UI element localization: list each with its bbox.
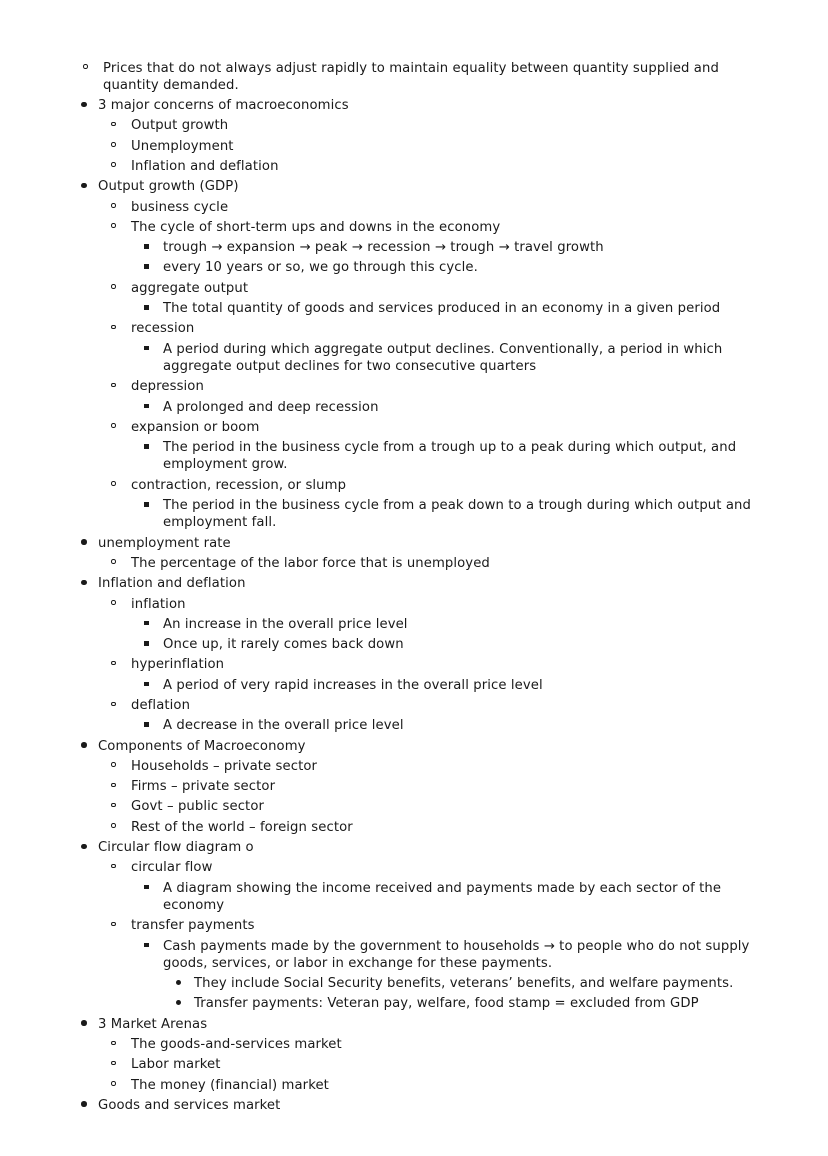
outline-item <box>131 614 768 634</box>
outline-bullet-row <box>98 1014 768 1034</box>
outline-bullet-row <box>163 936 768 974</box>
outline-item-text: The period in the business cycle from a peak down to a trough during which output and employment fall. <box>163 498 751 531</box>
outline-sublist <box>131 299 768 319</box>
outline-item <box>98 475 768 533</box>
outline-item-text: Unemployment <box>131 138 234 154</box>
outline-bullet-row <box>131 417 768 437</box>
outline-bullet-row <box>131 1075 768 1095</box>
outline-item <box>131 936 768 1014</box>
outline-bullet-row <box>131 116 768 136</box>
outline-bullet-row <box>163 635 768 655</box>
outline-item-text: Components of Macroeconomy <box>98 738 306 754</box>
outline-item <box>98 553 768 573</box>
outline-item-text: 3 major concerns of macroeconomics <box>98 98 349 114</box>
outline-item <box>70 177 768 533</box>
outline-item-text: An increase in the overall price level <box>163 616 408 632</box>
outline-bullet-row <box>131 655 768 675</box>
outline-sublist <box>98 1035 768 1096</box>
outline-sublist <box>131 438 768 476</box>
outline-item-text: A decrease in the overall price level <box>163 718 404 734</box>
outline-item-text: A period during which aggregate output declines. Conventionally, a period in which aggregate output declines for two consecutive quarters <box>163 341 723 374</box>
outline-item-text: recession <box>131 321 195 337</box>
outline-item-text: depression <box>131 379 204 395</box>
outline-sublist <box>98 756 768 837</box>
outline-item-text: Prices that do not always adjust rapidly to maintain equality between quantity supplied and quantity demanded. <box>103 60 719 93</box>
outline-item <box>131 339 768 377</box>
outline-item-text: The period in the business cycle from a trough up to a peak during which output, and employment grow. <box>163 440 737 473</box>
outline-item <box>98 655 768 696</box>
outline-item <box>131 299 768 319</box>
outline-bullet-row <box>131 136 768 156</box>
outline-bullet-row <box>131 756 768 776</box>
outline-item <box>98 916 768 1014</box>
outline-bullet-row <box>163 878 768 916</box>
outline-item <box>70 533 768 574</box>
outline-sublist <box>131 238 768 279</box>
outline-item-text: expansion or boom <box>131 419 260 435</box>
outline-item <box>70 1095 768 1115</box>
outline-item <box>98 377 768 418</box>
outline-item <box>131 716 768 736</box>
outline-sublist <box>70 58 768 96</box>
outline-item <box>98 797 768 817</box>
outline-item-text: They include Social Security benefits, veterans’ benefits, and welfare payments. <box>194 976 734 992</box>
outline-bullet-row <box>98 838 768 858</box>
outline-item <box>131 635 768 655</box>
outline-item-text: business cycle <box>131 199 229 215</box>
outline-sublist <box>98 197 768 533</box>
outline-item-text: Once up, it rarely comes back down <box>163 637 404 653</box>
outline-item-text: The total quantity of goods and services produced in an economy in a given period <box>163 301 721 317</box>
outline-item <box>98 217 768 278</box>
outline-sublist <box>131 339 768 377</box>
outline-item <box>98 278 768 319</box>
outline-sublist <box>131 496 768 534</box>
outline-item <box>98 756 768 776</box>
outline-bullet-row <box>131 594 768 614</box>
outline-item-text: Cash payments made by the government to households → to people who do not supply goods, services, or labor in exchange for these payments. <box>163 938 750 971</box>
outline-item-text: Rest of the world – foreign sector <box>131 819 353 835</box>
outline-sublist <box>131 675 768 695</box>
outline-item-text: The goods-and-services market <box>131 1037 342 1053</box>
outline-item <box>131 258 768 278</box>
outline-item <box>70 736 768 837</box>
outline-item-text: Circular flow diagram o <box>98 840 254 856</box>
outline-bullet-row <box>163 299 768 319</box>
outline-item <box>98 1055 768 1075</box>
outline-item <box>70 838 768 1015</box>
outline-bullet-row <box>131 475 768 495</box>
outline-item <box>98 136 768 156</box>
outline-bullet-row <box>103 58 768 96</box>
outline-bullet-row <box>163 238 768 258</box>
outline-bullet-row <box>98 574 768 594</box>
outline-item <box>98 1035 768 1055</box>
outline-bullet-row <box>163 496 768 534</box>
outline-item <box>131 438 768 476</box>
outline-item <box>98 417 768 475</box>
outline-item <box>70 58 768 96</box>
outline-item-text: Inflation and deflation <box>98 576 246 592</box>
outline-bullet-row <box>98 177 768 197</box>
outline-item <box>98 858 768 916</box>
outline-bullet-row <box>163 614 768 634</box>
outline-bullet-row <box>131 916 768 936</box>
outline-sublist <box>131 936 768 1014</box>
outline-bullet-row <box>131 197 768 217</box>
outline-item <box>98 1075 768 1095</box>
outline-item-text: Output growth (GDP) <box>98 179 239 195</box>
outline-bullet-row <box>131 797 768 817</box>
outline-bullet-row <box>131 858 768 878</box>
outline-bullet-row <box>131 817 768 837</box>
outline-item <box>98 116 768 136</box>
outline-item-text: aggregate output <box>131 280 249 296</box>
outline-bullet-row <box>163 258 768 278</box>
outline-item-text: trough → expansion → peak → recession → trough → travel growth <box>163 240 604 256</box>
outline-item-text: Goods and services market <box>98 1097 281 1113</box>
outline-item-text: inflation <box>131 596 186 612</box>
outline-sublist <box>131 397 768 417</box>
outline-item <box>131 675 768 695</box>
outline-item <box>98 817 768 837</box>
outline-item-text: transfer payments <box>131 918 255 934</box>
outline-item-text: Govt – public sector <box>131 799 265 815</box>
outline-item <box>131 496 768 534</box>
outline-item-text: deflation <box>131 698 191 713</box>
outline-item-text: The money (financial) market <box>131 1077 329 1093</box>
outline-bullet-row <box>131 319 768 339</box>
outline-sublist <box>131 878 768 916</box>
outline-sublist <box>131 614 768 655</box>
outline-item <box>70 96 768 177</box>
outline-bullet-row <box>98 736 768 756</box>
outline-item-text: contraction, recession, or slump <box>131 477 347 493</box>
outline-bullet-row <box>131 553 768 573</box>
outline-bullet-row <box>98 1095 768 1115</box>
outline-item-text: Labor market <box>131 1057 221 1073</box>
outline-item <box>98 777 768 797</box>
outline-bullet-row <box>98 96 768 116</box>
outline-bullet-row <box>131 377 768 397</box>
outline-item <box>131 238 768 258</box>
outline-bullet-row <box>131 1055 768 1075</box>
outline-item-text: A period of very rapid increases in the overall price level <box>163 677 543 693</box>
outline-sublist <box>163 974 768 1015</box>
outline-bullet-row <box>131 777 768 797</box>
outline-bullet-row <box>163 397 768 417</box>
outline-item <box>98 197 768 217</box>
outline-item-text: The cycle of short-term ups and downs in the economy <box>131 219 501 235</box>
outline-item-text: The percentage of the labor force that is unemployed <box>131 555 490 571</box>
outline-bullet-row <box>131 1035 768 1055</box>
outline-item-text: Firms – private sector <box>131 779 276 795</box>
outline-sublist <box>98 553 768 573</box>
outline-bullet-row <box>131 156 768 176</box>
outline-bullet-row <box>131 696 768 716</box>
outline-bullet-row <box>163 716 768 736</box>
outline-item <box>98 156 768 176</box>
outline-item-text: hyperinflation <box>131 657 225 673</box>
outline-item <box>98 594 768 655</box>
outline-item-text: circular flow <box>131 860 213 876</box>
outline-item <box>98 319 768 377</box>
outline-item-text: A diagram showing the income received and payments made by each sector of the economy <box>163 880 722 913</box>
outline-item-text: 3 Market Arenas <box>98 1016 208 1032</box>
outline-bullet-row <box>163 675 768 695</box>
outline-item-text: Transfer payments: Veteran pay, welfare, food stamp = excluded from GDP <box>194 996 699 1012</box>
outline-item-text: Households – private sector <box>131 758 318 774</box>
outline-item <box>70 1014 768 1095</box>
outline-item <box>70 574 768 736</box>
outline-bullet-row <box>131 217 768 237</box>
outline-sublist <box>98 594 768 736</box>
outline-item-text: every 10 years or so, we go through this cycle. <box>163 260 478 276</box>
outline-item-text: A prolonged and deep recession <box>163 399 379 415</box>
outline-item-text: Output growth <box>131 118 229 134</box>
outline-bullet-row <box>98 533 768 553</box>
outline-sublist <box>98 858 768 1014</box>
outline-item-text: Inflation and deflation <box>131 158 279 174</box>
outline-bullet-row <box>194 974 768 994</box>
outline-item-text: unemployment rate <box>98 535 231 551</box>
outline-item <box>131 878 768 916</box>
outline-bullet-row <box>194 994 768 1014</box>
outline-list <box>70 58 768 1116</box>
outline-sublist <box>98 116 768 177</box>
outline-sublist <box>131 716 768 736</box>
outline-item <box>163 994 768 1014</box>
outline-item <box>98 696 768 737</box>
outline-bullet-row <box>163 339 768 377</box>
outline-item <box>163 974 768 994</box>
outline-bullet-row <box>163 438 768 476</box>
outline-bullet-row <box>131 278 768 298</box>
outline-item <box>131 397 768 417</box>
